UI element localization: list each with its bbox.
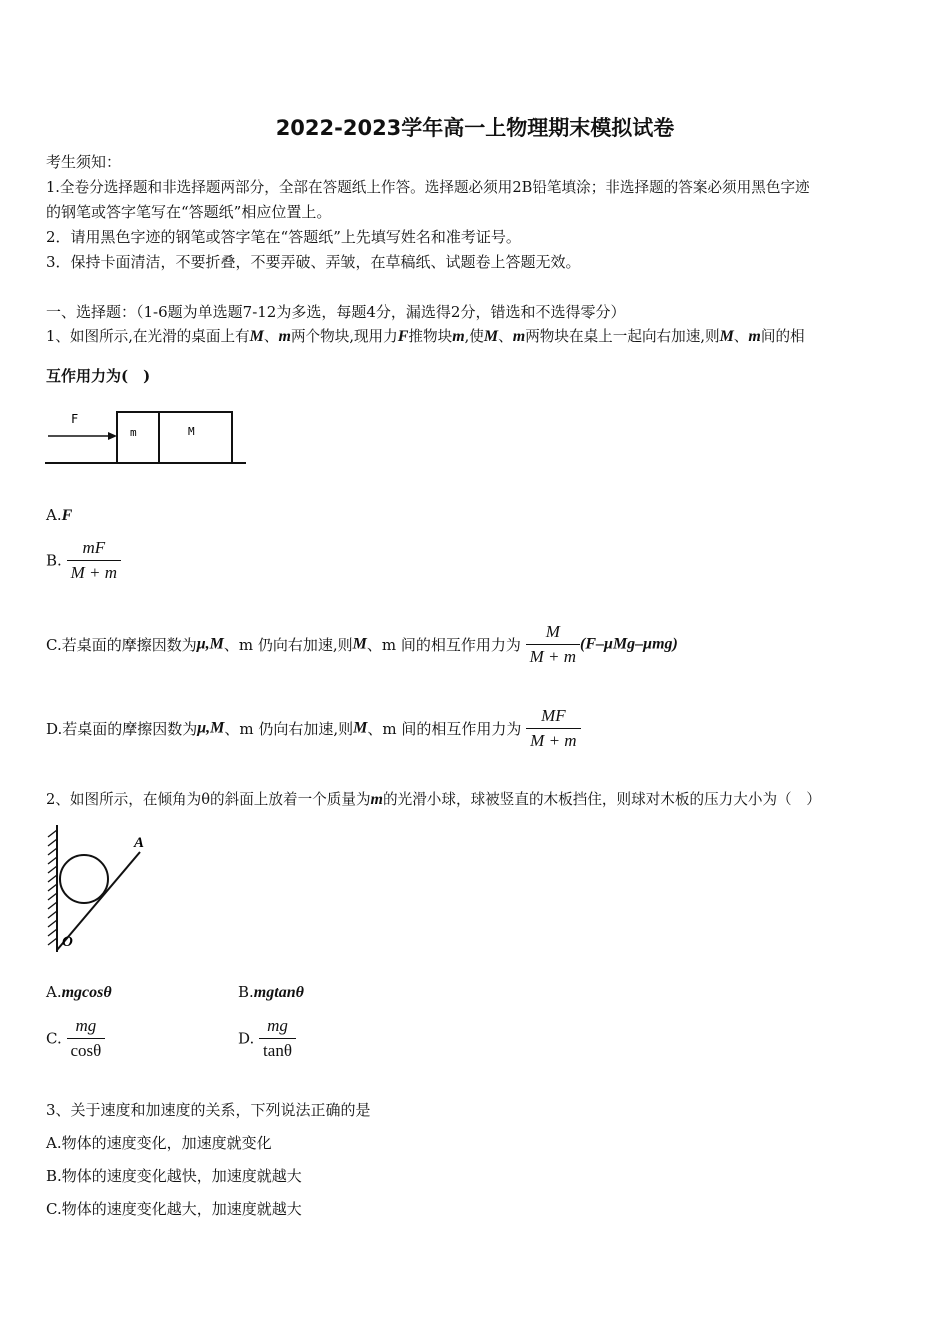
notice-item-3: 3．保持卡面清洁，不要折叠，不要弄破、弄皱，在草稿纸、试题卷上答题无效。: [46, 253, 581, 271]
block-m: [117, 412, 159, 463]
q2-figure-incline: [44, 822, 156, 956]
notice-item-1-cont: 的钢笔或答字笔写在“答题纸”相应位置上。: [46, 203, 332, 221]
q2-stem: 2、如图所示，在倾角为θ的斜面上放着一个质量为m的光滑小球，球被竖直的木板挡住，则球对木板的压力大小为（ ）: [46, 791, 821, 808]
q1-c-fraction: $\frac{M}{M + m}$: [526, 622, 580, 667]
q2-c-fraction: $\frac{mg}{\cos\theta}$: [67, 1016, 106, 1061]
q1-option-d: D.若桌面的摩擦因数为μ,M、m 仍向右加速,则M、m 间的相互作用力为 $\frac{MF}{M + m}$: [46, 706, 581, 751]
notice-item-1: 1.全卷分选择题和非选择题两部分，全部在答题纸上作答。选择题必须用2B铅笔填涂；非选择题的答案必须用黑色字迹: [46, 179, 810, 196]
board-hatching: [48, 830, 57, 945]
notice-item-2: 2．请用黑色字迹的钢笔或答字笔在“答题纸”上先填写姓名和准考证号。: [46, 228, 521, 246]
page-title: 2022-2023学年高一上物理期末模拟试卷: [275, 116, 675, 140]
force-arrow-head: [108, 432, 117, 440]
q2-option-b: B.mgtanθ: [238, 983, 304, 1001]
q3-stem: 3、关于速度和加速度的关系，下列说法正确的是: [46, 1101, 371, 1119]
q2-option-c: C. $\frac{mg}{\cos\theta}$: [46, 1016, 105, 1061]
q2-option-a: A.mgcosθ: [46, 983, 112, 1001]
force-label: F: [71, 412, 79, 426]
section-heading: 一、选择题：（1-6题为单选题7-12为多选，每题4分，漏选得2分，错选和不选得零分）: [46, 303, 626, 321]
block-M: [159, 412, 232, 463]
q2-option-d: D. $\frac{mg}{\tan\theta}$: [238, 1016, 296, 1061]
notice-heading: 考生须知：: [46, 153, 122, 171]
q2-d-fraction: $\frac{mg}{\tan\theta}$: [259, 1016, 296, 1061]
point-o-label: O: [62, 934, 73, 950]
q1-b-fraction: $\frac{mF}{M + m}$: [67, 538, 121, 583]
point-a-label: A: [134, 835, 145, 851]
q1-stem-line2: 互作用力为( ): [46, 367, 151, 385]
q1-figure-blocks: [44, 405, 250, 467]
q1-option-b: B. $\frac{mF}{M + m}$: [46, 538, 121, 583]
q3-option-b: B.物体的速度变化越快，加速度就越大: [46, 1167, 302, 1185]
q1-option-a: A.F: [46, 506, 73, 524]
q3-option-a: A.物体的速度变化，加速度就变化: [46, 1134, 272, 1152]
q1-option-c: C.若桌面的摩擦因数为μ,M、m 仍向右加速,则M、m 间的相互作用力为 $\frac{M}{M + m}$ (F–μMg–μmg): [46, 622, 678, 666]
q3-option-c: C.物体的速度变化越大，加速度就越大: [46, 1200, 302, 1218]
q1-stem: 1、如图所示,在光滑的桌面上有M、m两个物块,现用力F推物块m,使M、m两物块在桌上一起向右加速,则M、m间的相: [46, 328, 805, 345]
block-m-label: m: [130, 426, 137, 439]
block-M-label: M: [188, 425, 195, 438]
ball: [60, 855, 108, 903]
q1-d-fraction: $\frac{MF}{M + m}$: [526, 706, 580, 751]
